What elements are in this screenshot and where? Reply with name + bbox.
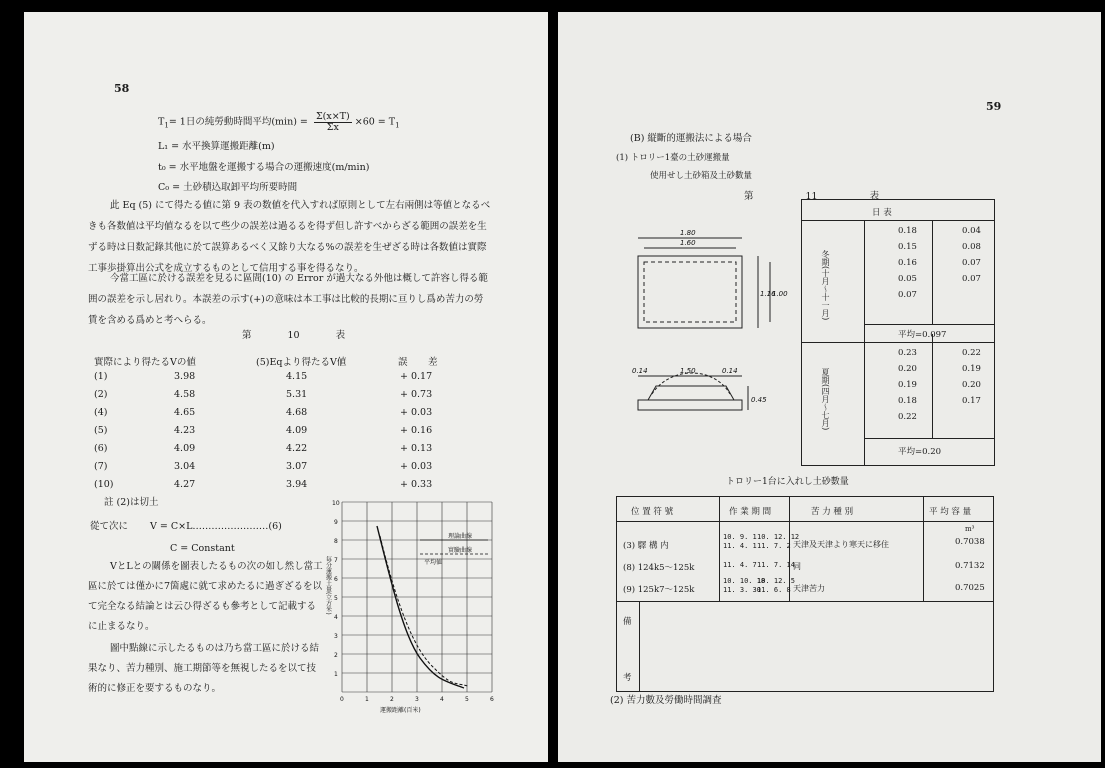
x-ticks (340, 696, 494, 703)
y-tick-label: 5 (334, 595, 338, 602)
table-cell: 0.18 (898, 226, 917, 236)
y-tick-label: 1 (334, 671, 338, 678)
table-cell: 0.22 (898, 412, 917, 422)
table-cell: 0.20 (898, 364, 917, 374)
y-tick-label: 6 (334, 576, 338, 583)
definition-c0: C₀ = 土砂積込取卸平均所要時間 (158, 182, 298, 193)
table-cell: 0.23 (898, 348, 917, 358)
box-outer (638, 256, 742, 328)
dimension-label: 0.14 (722, 367, 738, 375)
dimension-label: 1.50 (680, 367, 696, 375)
table-cell: 0.19 (898, 380, 917, 390)
legend-label: 理論曲線 (448, 533, 473, 540)
table-cell: 0.15 (898, 242, 917, 252)
section-heading: (B) 縦斷的運搬法による場合 (630, 133, 752, 144)
group-label-summer: 夏期(四月〜七月) (821, 368, 830, 431)
x-tick-label: 2 (390, 696, 394, 703)
y-axis-label: 毎分運搬土量(立方米) (324, 556, 332, 615)
table-cell: 0.07 (898, 290, 917, 300)
x-tick-label: 4 (440, 696, 444, 703)
subsection-heading: (1) トロリー1臺の土砂運搬量 (616, 153, 730, 163)
formula-line: 從て次に V = C×L……………………(6) (90, 521, 282, 532)
y-tick-label: 8 (334, 538, 338, 545)
table-cell: 0.20 (962, 380, 981, 390)
formula-constant: C = Constant (170, 543, 235, 554)
table-cell: 0.08 (962, 242, 981, 252)
box-inner (644, 262, 736, 322)
col-header: 位 置 符 號 (631, 507, 674, 517)
box-section (648, 386, 734, 400)
subsection-caption: 使用せし土砂箱及土砂數量 (650, 171, 753, 181)
subsection-heading-2: (2) 苦力數及勞働時間調査 (610, 695, 722, 706)
paragraph-1: 此 Eq (5) にて得たる値に第 9 表の数値を代入すれば原則として左右兩側は等値となるべきも各数値は平均値なるを以て些少の誤差は過るるを得ず但し許すべからざる範囲の誤差を生ずる時は日数記錄其他に於て誤算あるべく又餘り大なる%の誤差を生ぜざる時は各数値は實際工事歩掛算出公式を成立するものとして信用する事を得るなり。 (88, 200, 491, 274)
dimension-label: 1.00 (772, 290, 788, 298)
dimension-label: 1.60 (680, 239, 696, 247)
table-cell: 0.05 (898, 274, 917, 284)
x-tick-label: 6 (490, 696, 494, 703)
box-base (638, 400, 742, 410)
right-page (558, 12, 1101, 762)
x-tick-label: 1 (365, 696, 369, 703)
col-header: 平 均 容 量 (929, 507, 972, 517)
y-tick-label: 9 (334, 519, 338, 526)
y-ticks (332, 500, 340, 678)
paragraph-4: 圖中點線に示したるものは乃ち當工區に於ける結果なり、苦力種別、施工期節等を無視したるを以て技術的に修正を要するものなり。 (88, 643, 320, 694)
page-number: 58 (114, 82, 130, 95)
remarks-label: 考 (623, 673, 632, 683)
remarks-label: 備 (623, 617, 632, 627)
graph-grid (342, 502, 492, 692)
table-cell: 0.17 (962, 396, 981, 406)
vl-graph (320, 496, 500, 716)
table-11-header: 日 表 (872, 208, 892, 218)
table-cell: 0.07 (962, 274, 981, 284)
dimension-label: 1.16 (760, 290, 776, 298)
legend (424, 532, 472, 566)
paragraph-2: 今當工區に於ける誤差を見るに區間(10) の Error が過大なる外他は概して許容し得る範囲の誤差を示し居れり。本誤差の示す(+)の意味は本工事は比較的長期に亘りし爲め苦力の勞賃を含める爲めと考へらる。 (88, 273, 488, 326)
table-cell: 0.19 (962, 364, 981, 374)
legend-label: 平均値 (424, 559, 443, 566)
note: 註 (2)は切土 (104, 497, 159, 508)
table-cell: 0.07 (962, 258, 981, 268)
dimension-label: 0.45 (751, 396, 767, 404)
page-number: 59 (986, 100, 1002, 113)
table-cell: 0.22 (962, 348, 981, 358)
y-tick-label: 10 (332, 500, 340, 507)
table-10-title: 第 10 表 (242, 330, 346, 341)
y-tick-label: 4 (334, 614, 338, 621)
table-cell: 0.04 (962, 226, 981, 236)
x-tick-label: 3 (415, 696, 419, 703)
x-axis-label: 運搬距離(百米) (380, 707, 421, 714)
table-caption: トロリー1台に入れし土砂數量 (726, 477, 849, 487)
y-tick-label: 3 (334, 633, 338, 640)
definition-l1: L₁ = 水平換算運搬距離(m) (158, 141, 275, 152)
col-header: 苦 力 種 別 (811, 507, 854, 517)
table-11-title: 第 11 表 (744, 191, 880, 202)
table-11 (801, 199, 995, 466)
col-header: 作 業 期 間 (729, 507, 772, 517)
table-cell: 0.16 (898, 258, 917, 268)
definition-t0: t₀ = 水平地盤を運搬する場合の運搬速度(m/min) (158, 162, 370, 173)
trolley-box-drawing (618, 216, 798, 446)
definition-t1: $T_1= 1$日の純勞動時間平均(min) = $\frac{\Sigma(x\times T)}{\Sigma x}$ $\times 60 = T_1$ (158, 111, 400, 133)
left-page: 58 $T_1= 1$日の純勞動時間平均(min) = $\frac{\Sigma(x\times T)}{\Sigma x}$ $\times 60 = T_1$ L₁ = 水平換算運搬距離(m) t₀ = 水平地盤を運搬する場合の運搬速度(m/min) C₀ = 土砂積込取卸平均所要時間 此 Eq (5) にて得たる値に第 9 表の数値を代入すれば原則として左右兩側は等値となるべきも各数値は平均値なるを以て些少の誤差は過るるを得ず但し許すべからざる範囲の誤差を生ずる時は日数記錄其他に於て誤算あるべく又餘り大なる%の誤差を生ぜざる時は各数値は實際工事歩掛算出公式を成立するものとして信用する事を得るなり。 今當工區に於ける誤差を見るに區間(10) の Error が過大なる外他は概して許容し得る範囲の誤差を示し居れり。本誤差の示す(+)の意味は本工事は比較的長期に亘りし爲め苦力の勞賃を含める爲めと考へらる。 第 10 表 實際により得たるVの値 (5)Eqより得たるV値 誤 差 (1) 3.98 4.15 + 0.17 (2) 4.58 5.31 + 0.73 (4) 4.65 4.68 + 0.03 (5) 4.23 4.09 + 0.16 (6) 4.09 4.22 + 0.13 (7) 3.04 3.07 + 0.03 (10) 4.27 3.94 + 0.33 註 (2)は切土 從て次に V = C×L……………………(6) C = Constant VとLとの關係を圖表したるもの次の如し然し當工區に於ては僅かに7箇處に就て求めたるに過ぎざるを以て完全なる結論とは云ひ得ざるも參考として記載するに止まるなり。 圖中點線に示したるものは乃ち當工區に於ける結果なり、苦力種別、施工期節等を無視したるを以て技術的に修正を要するものなり。 理論曲線 實驗曲線 平均値 10 9 8 7 6 5 4 3 2 1 0 1 2 3 4 5 6 運搬距離(百米) 毎分運搬土量(立方米) (24, 12, 548, 762)
x-tick-label: 5 (465, 696, 469, 703)
group-label-winter: 冬期(十月〜十一月) (821, 250, 830, 321)
table-cell: 0.18 (898, 396, 917, 406)
x-tick-label: 0 (340, 696, 344, 703)
average-winter: 平均=0.097 (898, 330, 947, 340)
dimension-label: 0.14 (632, 367, 648, 375)
dimension-label: 1.80 (680, 229, 696, 237)
y-tick-label: 2 (334, 652, 338, 659)
average-summer: 平均=0.20 (898, 447, 942, 457)
paragraph-3: VとLとの關係を圖表したるもの次の如し然し當工區に於ては僅かに7箇處に就て求めたるに過ぎざるを以て完全なる結論とは云ひ得ざるも參考として記載するに止まるなり。 (88, 561, 323, 632)
legend-label: 實驗曲線 (448, 547, 473, 554)
table-12: 位 置 符 號 作 業 期 間 苦 力 種 別 平 均 容 量 m³ (3) 驛 構 内 10. 9. 1 11. 4. 1 10. 12. 12 11. 7. 2 天津及天津より寒天に移住 0.7038 (8) 124k5〜125k 11. 4. 7 11. 7. 14 同 0.7132 (9) 125k7〜125k 10. 10. 18 11. 3. 30 10. 12. 5 11. 6. 8 天津苦力 0.7025 備 考 (616, 496, 994, 692)
y-tick-label: 7 (334, 557, 338, 564)
unit-label: m³ (965, 525, 975, 533)
